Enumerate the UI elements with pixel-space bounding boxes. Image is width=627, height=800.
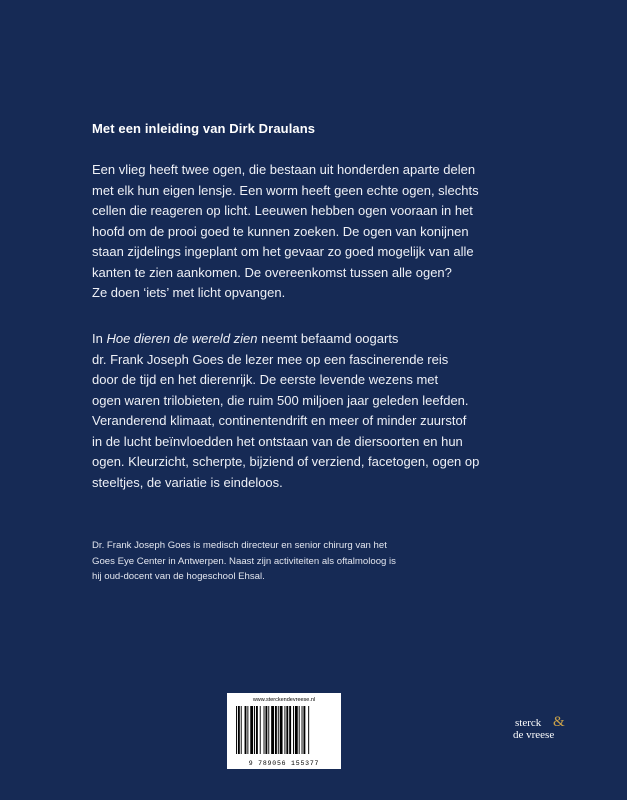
bio-line: Dr. Frank Joseph Goes is medisch directeur en senior chirurg van het xyxy=(92,540,387,551)
barcode-bar xyxy=(295,706,298,754)
barcode-bars xyxy=(236,706,334,754)
blurb-paragraph-2 xyxy=(92,329,532,493)
line-prefix: In xyxy=(92,331,107,346)
blurb-first-line xyxy=(92,329,532,350)
barcode-bar xyxy=(302,706,303,754)
blurb-line: Veranderend klimaat, continentendrift en meer of minder zuurstof xyxy=(92,413,467,428)
barcode-bar xyxy=(238,706,240,754)
blurb-line: dr. Frank Joseph Goes de lezer mee op een fascinerende reis xyxy=(92,351,449,367)
barcode-bar xyxy=(268,706,269,754)
barcode-bar xyxy=(241,706,242,754)
barcode-bar xyxy=(289,706,291,754)
barcode-bar xyxy=(278,706,279,754)
barcode-bar xyxy=(275,706,277,754)
blurb-paragraph-1 xyxy=(92,160,532,304)
barcode-bar xyxy=(280,706,283,754)
isbn-digits: 9 789056 155377 xyxy=(248,760,320,767)
bio-line: Goes Eye Center in Antwerpen. Naast zijn activiteiten als oftalmoloog is xyxy=(92,555,396,567)
isbn-barcode xyxy=(227,693,341,769)
intro-credit: Met een inleiding van Dirk Draulans xyxy=(92,121,316,136)
logo-line-1: sterck xyxy=(515,717,542,729)
blurb-line: ogen. Kleurzicht, scherpte, bijziend of verziend, facetogen, ogen op xyxy=(92,454,480,469)
blurb-line: Een vlieg heeft twee ogen, die bestaan uit honderden aparte delen xyxy=(92,162,476,177)
blurb-line: hoofd om de prooi goed te kunnen zoeken. De ogen van konijnen xyxy=(92,223,469,239)
publisher-url: www.sterckendevreese.nl xyxy=(252,697,316,703)
blurb-line: kanten te zien aankomen. De overeenkomst tussen alle ogen? xyxy=(92,264,452,280)
barcode-bar xyxy=(264,706,265,754)
blurb-line: staan zijdelings ingeplant om het gevaar zo goed mogelijk van alle xyxy=(92,244,474,259)
barcode-bar xyxy=(256,706,258,754)
blurb-line: ogen waren trilobieten, die ruim 500 miljoen jaar geleden leefden. xyxy=(92,392,469,408)
barcode-bar xyxy=(303,706,305,754)
barcode-bar xyxy=(236,706,237,754)
line-suffix: neemt befaamd oogarts xyxy=(257,331,399,346)
blurb-line: steeltjes, de variatie is eindeloos. xyxy=(92,474,283,490)
barcode-bar xyxy=(293,706,294,754)
barcode-bar xyxy=(284,706,285,754)
barcode-bar xyxy=(299,706,300,754)
barcode-bar xyxy=(265,706,267,754)
barcode-bar xyxy=(308,706,309,754)
barcode-bar xyxy=(245,706,247,754)
blurb-line: cellen die reageren op licht. Leeuwen hebben ogen vooraan in het xyxy=(92,203,473,218)
blurb-line: met elk hun eigen lensje. Een worm heeft geen echte ogen, slechts xyxy=(92,182,479,198)
bio-line: hij oud-docent van de hogeschool Ehsal. xyxy=(92,571,265,583)
barcode-bar xyxy=(286,706,288,754)
logo-line-2: de vreese xyxy=(513,729,555,741)
barcode-bar xyxy=(254,706,255,754)
barcode-bar xyxy=(271,706,274,754)
publisher-logo xyxy=(513,714,573,753)
logo-ampersand: & xyxy=(553,714,565,730)
barcode-bar xyxy=(260,706,261,754)
barcode-bar xyxy=(247,706,248,754)
barcode-bar xyxy=(250,706,253,754)
blurb-line: Ze doen ‘iets’ met licht opvangen. xyxy=(92,285,286,300)
book-title: Hoe dieren de wereld zien xyxy=(106,331,258,346)
blurb-line: in de lucht beïnvloedden het ontstaan van de diersoorten en hun xyxy=(92,433,463,449)
blurb-line: door de tijd en het dierenrijk. De eerste levende wezens met xyxy=(92,372,439,387)
author-bio xyxy=(92,538,532,585)
